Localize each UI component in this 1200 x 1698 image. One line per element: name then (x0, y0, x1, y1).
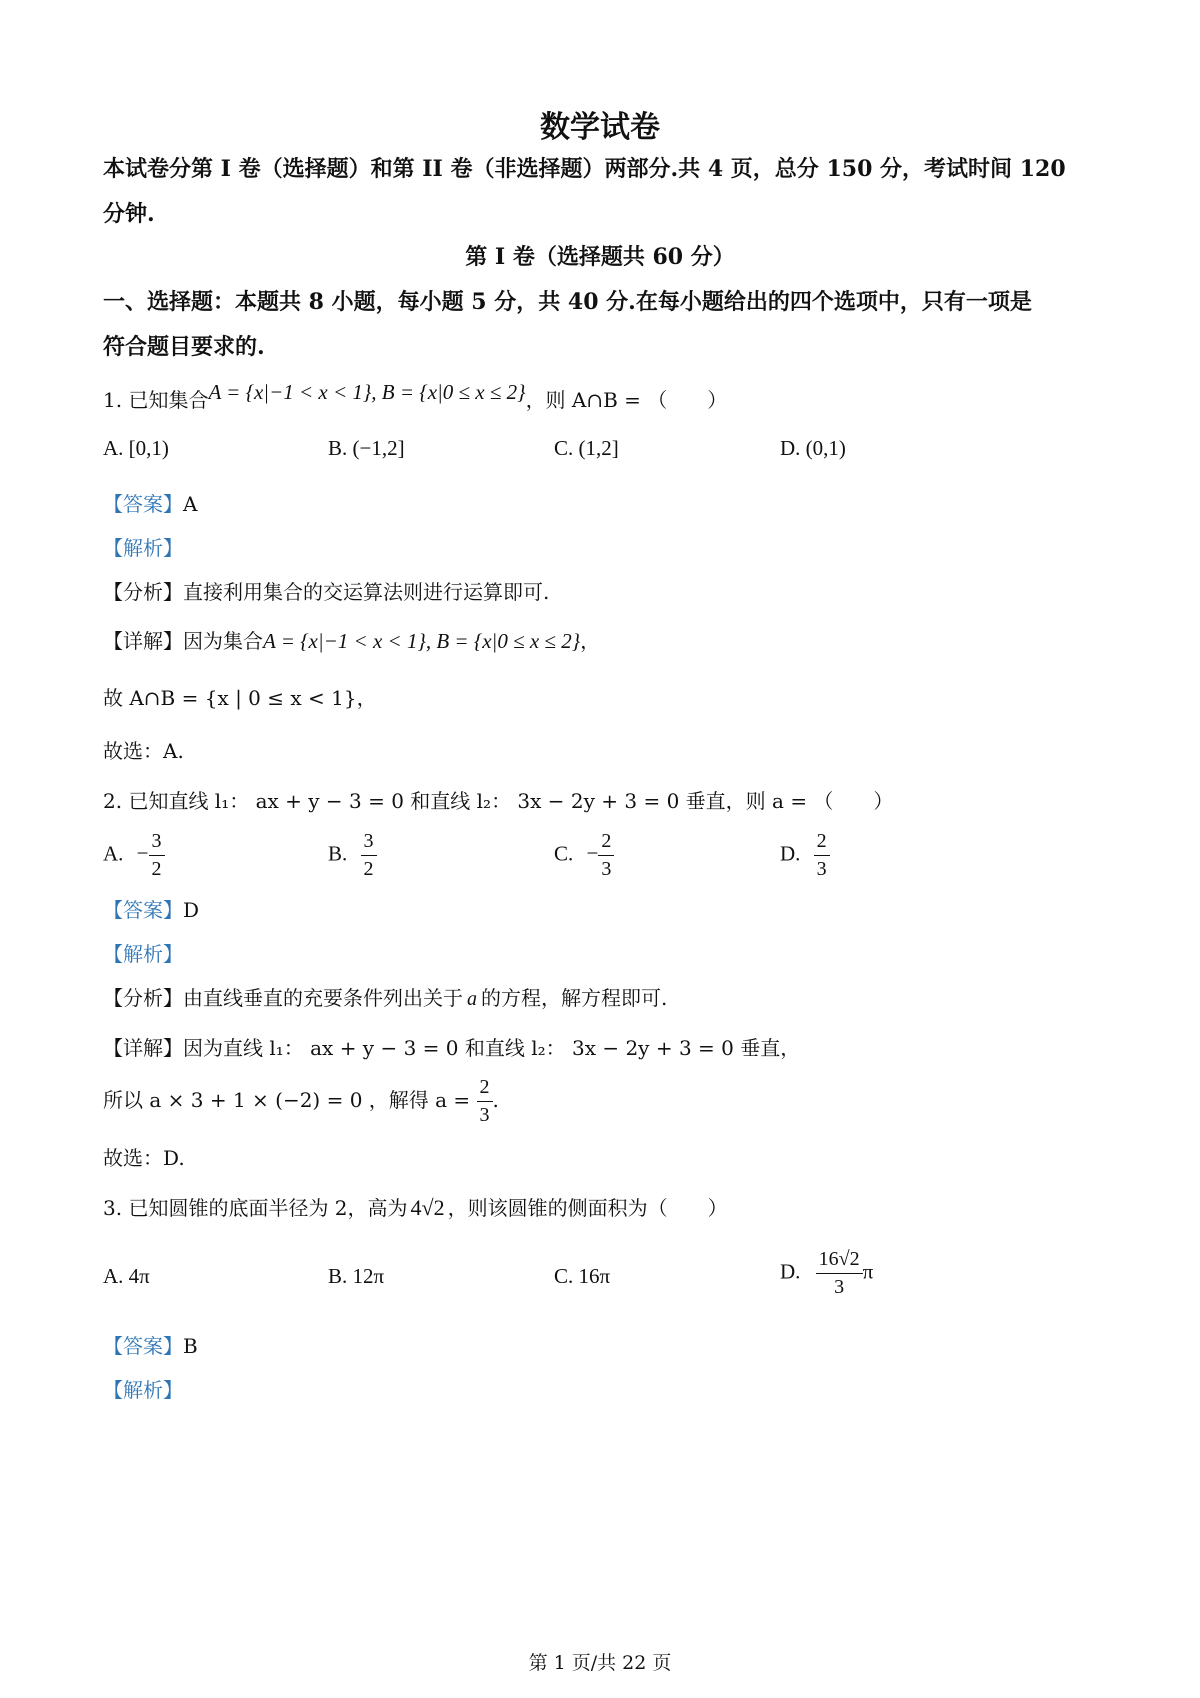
q2-line2-prefix: 所以 a × 3 + 1 × (−2) = 0 ，解得 a = (103, 1088, 471, 1112)
q3-answer-value: B (183, 1334, 198, 1358)
q3-option-d-fraction (816, 1248, 863, 1299)
answer-tag: 【答案】 (103, 1334, 183, 1358)
q3-option-d-num: 16√2 (816, 1248, 863, 1274)
q3-option-d (780, 1248, 873, 1299)
q1-xiangjie-math: A = {x|−1 < x < 1}, B = {x|0 ≤ x ≤ 2} (263, 629, 581, 653)
q2-fenxi-prefix: 由直线垂直的充要条件列出关于 (183, 986, 463, 1010)
q2-option-a-sign: − (136, 841, 149, 866)
q3-option-b: B. 12π (328, 1264, 385, 1288)
q3-option-d-suffix: π (862, 1259, 874, 1284)
q3-stem-math: 4√2 (410, 1195, 445, 1220)
q1-stem-prefix: 1. 已知集合 (103, 388, 209, 412)
part1-heading-line-1: 一、选择题：本题共 8 小题，每小题 5 分，共 40 分.在每小题给出的四个选项中，只有一项是 (103, 289, 1032, 315)
q3-stem (103, 1192, 728, 1221)
q1-option-c: C. (1,2] (554, 436, 619, 460)
answer-tag: 【答案】 (103, 492, 183, 516)
q1-fenxi (103, 576, 549, 605)
fenxi-tag: 【分析】 (103, 580, 183, 604)
q1-fenxi-text: 直接利用集合的交运算法则进行运算即可. (183, 580, 550, 604)
answer-tag: 【答案】 (103, 898, 183, 922)
page-footer: 第 1 页/共 22 页 (528, 1652, 672, 1674)
q2-option-b (328, 830, 377, 881)
q2-line2-num: 2 (477, 1076, 493, 1102)
q1-answer-value: A (183, 492, 198, 516)
q2-option-c-sign: − (586, 841, 599, 866)
q3-stem-prefix: 3. 已知圆锥的底面半径为 2，高为 (103, 1196, 408, 1220)
part1-heading-line-2: 符合题目要求的. (103, 334, 265, 360)
q1-xiangjie-suffix: ， (580, 629, 601, 653)
q1-line2: 故 A∩B = {x | 0 ≤ x < 1}， (103, 686, 377, 710)
q1-option-a: A. [0,1) (103, 436, 169, 460)
q2-option-d-label: D. (780, 841, 801, 866)
q3-option-d-label: D. (780, 1259, 801, 1284)
fenxi-tag: 【分析】 (103, 986, 183, 1010)
q2-option-b-den: 2 (363, 858, 374, 880)
q1-analysis-tag: 【解析】 (103, 536, 183, 560)
q1-option-b: B. (−1,2] (328, 436, 405, 460)
q2-option-c-label: C. (554, 841, 574, 866)
q2-xiangjie-text: 因为直线 l₁： ax + y − 3 = 0 和直线 l₂： 3x − 2y + 3 = 0 垂直， (183, 1036, 801, 1060)
q2-option-b-num: 3 (361, 830, 377, 856)
q3-option-d-den: 3 (834, 1276, 845, 1298)
xiangjie-tag: 【详解】 (103, 629, 183, 653)
q2-option-d-num: 2 (814, 830, 830, 856)
q2-stem: 2. 已知直线 l₁： ax + y − 3 = 0 和直线 l₂： 3x − 2y + 3 = 0 垂直，则 a = （ ） (103, 789, 894, 813)
q2-option-a (103, 830, 165, 881)
q2-line2-suffix: . (492, 1088, 499, 1112)
q2-conclusion: 故选：D. (103, 1146, 185, 1170)
xiangjie-tag: 【详解】 (103, 1036, 183, 1060)
q1-answer (103, 488, 197, 517)
q1-xiangjie (103, 625, 600, 654)
q2-option-b-fraction (361, 830, 377, 881)
q2-fenxi (103, 982, 667, 1011)
q2-option-c-num: 2 (598, 830, 614, 856)
q2-option-a-num: 3 (149, 830, 165, 856)
q2-answer-value: D (183, 898, 200, 922)
q2-option-d (780, 830, 830, 881)
q3-analysis-tag: 【解析】 (103, 1378, 183, 1402)
q2-option-d-fraction (814, 830, 830, 881)
q1-option-d: D. (0,1) (780, 436, 846, 460)
q2-answer (103, 894, 199, 923)
q2-line2 (103, 1076, 499, 1127)
q2-option-a-fraction (149, 830, 165, 881)
intro-line-1: 本试卷分第 I 卷（选择题）和第 II 卷（非选择题）两部分.共 4 页，总分 150 分，考试时间 120 (103, 156, 1066, 182)
q2-xiangjie (103, 1032, 800, 1061)
q3-option-c: C. 16π (554, 1264, 611, 1288)
q1-stem-math: A = {x|−1 < x < 1}, B = {x|0 ≤ x ≤ 2} (208, 380, 526, 404)
section-title: 第 I 卷（选择题共 60 分） (465, 244, 735, 270)
q2-line2-fraction (477, 1076, 493, 1127)
page-title: 数学试卷 (540, 110, 660, 145)
q1-stem-suffix: ，则 A∩B = （ ） (525, 388, 728, 412)
q3-stem-suffix: ，则该圆锥的侧面积为（ ） (447, 1196, 728, 1220)
q2-option-d-den: 3 (816, 858, 827, 880)
q2-option-c-den: 3 (601, 858, 612, 880)
q2-option-b-label: B. (328, 841, 348, 866)
q2-fenxi-var: a (467, 988, 477, 1010)
intro-line-2: 分钟. (103, 201, 155, 227)
q1-xiangjie-prefix: 因为集合 (183, 629, 263, 653)
q2-option-c (554, 830, 614, 881)
q2-analysis-tag: 【解析】 (103, 942, 183, 966)
q1-stem (103, 380, 728, 413)
q2-option-a-label: A. (103, 841, 124, 866)
q2-option-a-den: 2 (151, 858, 162, 880)
q2-line2-den: 3 (479, 1104, 490, 1126)
q2-option-c-fraction (598, 830, 614, 881)
q3-answer (103, 1330, 198, 1359)
q3-option-a: A. 4π (103, 1264, 150, 1288)
q2-fenxi-suffix: 的方程，解方程即可. (481, 986, 668, 1010)
q1-conclusion: 故选：A. (103, 739, 184, 763)
